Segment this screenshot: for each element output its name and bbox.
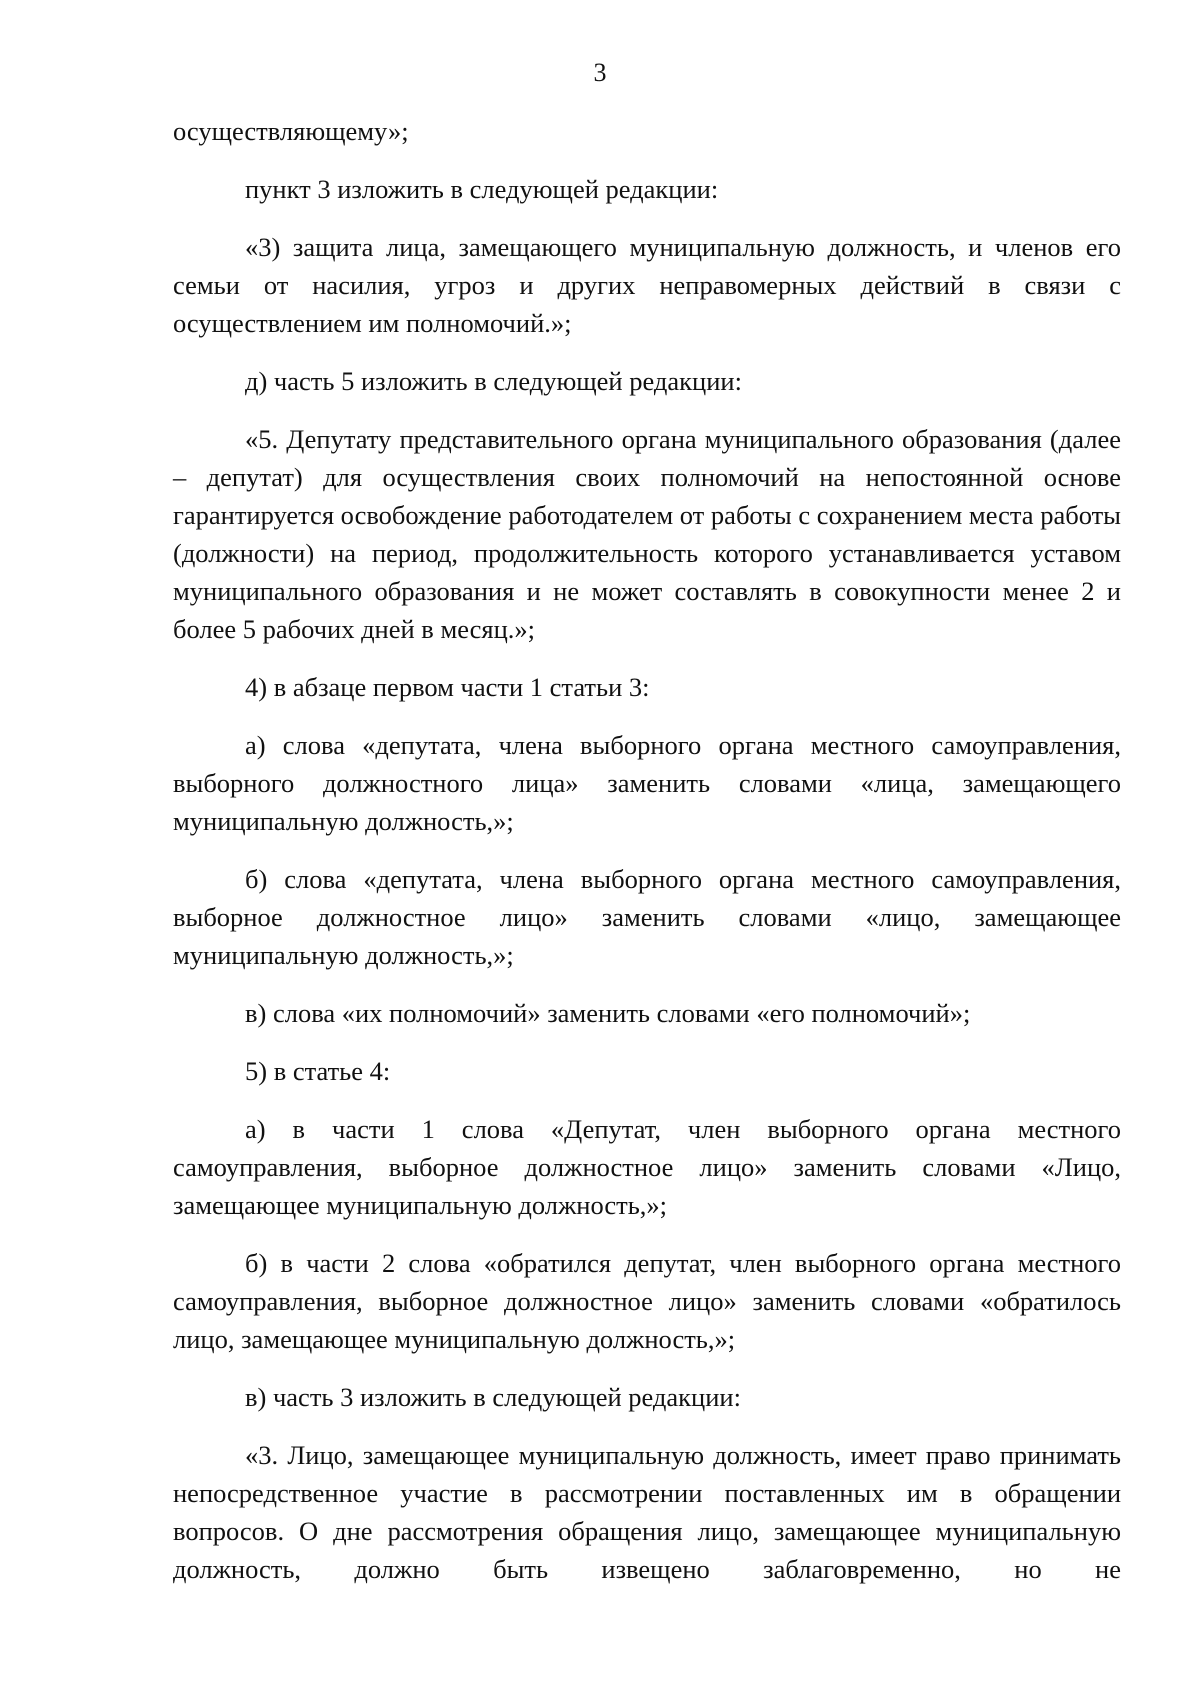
paragraph-point-3-text: «3) защита лица, замещающего муниципальную должность, и членов его семьи от насилия, угроз и других неправомерных действий в связи с осуществлением им полномочий.»; bbox=[173, 232, 1121, 338]
paragraph-item-4v: в) слова «их полномочий» заменить словами «его полномочий»; bbox=[245, 998, 971, 1028]
paragraph-continuation: осуществляющему»; bbox=[173, 116, 409, 146]
paragraph-part-5-instruction: д) часть 5 изложить в следующей редакции: bbox=[245, 366, 742, 396]
document-body bbox=[173, 112, 1121, 1588]
paragraph-part-5-text: «5. Депутату представительного органа муниципального образования (далее – депутат) для осуществления своих полномочий на непостоянной основе гарантируется освобождение работодателем от работы с сохранением места работы (должности) на период, продолжительность которого устанавливается уставом муниципального образования и не может составлять в совокупности менее 2 и более 5 рабочих дней в месяц.»; bbox=[173, 424, 1121, 644]
page-number: 3 bbox=[593, 58, 607, 87]
paragraph-item-5: 5) в статье 4: bbox=[245, 1056, 391, 1086]
paragraph-point-3-instruction: пункт 3 изложить в следующей редакции: bbox=[245, 174, 719, 204]
paragraph-item-5v: в) часть 3 изложить в следующей редакции: bbox=[245, 1382, 741, 1412]
paragraph-item-4: 4) в абзаце первом части 1 статьи 3: bbox=[245, 672, 650, 702]
paragraph-item-5a: а) в части 1 слова «Депутат, член выборного органа местного самоуправления, выборное должностное лицо» заменить словами «Лицо, замещающее муниципальную должность,»; bbox=[173, 1114, 1121, 1220]
paragraph-part-3-text: «3. Лицо, замещающее муниципальную должность, имеет право принимать непосредственное участие в рассмотрении поставленных им в обращении вопросов. О дне рассмотрения обращения лицо, замещающее муниципальную должность, должно быть извещено заблаговременно, но не bbox=[173, 1440, 1121, 1584]
paragraph-item-4b: б) слова «депутата, члена выборного органа местного самоуправления, выборное должностное лицо» заменить словами «лицо, замещающее муниципальную должность,»; bbox=[173, 864, 1121, 970]
paragraph-item-4a: а) слова «депутата, члена выборного органа местного самоуправления, выборного должностного лица» заменить словами «лица, замещающего муниципальную должность,»; bbox=[173, 730, 1121, 836]
paragraph-item-5b: б) в части 2 слова «обратился депутат, член выборного органа местного самоуправления, выборное должностное лицо» заменить словами «обратилось лицо, замещающее муниципальную должность,»; bbox=[173, 1248, 1121, 1354]
